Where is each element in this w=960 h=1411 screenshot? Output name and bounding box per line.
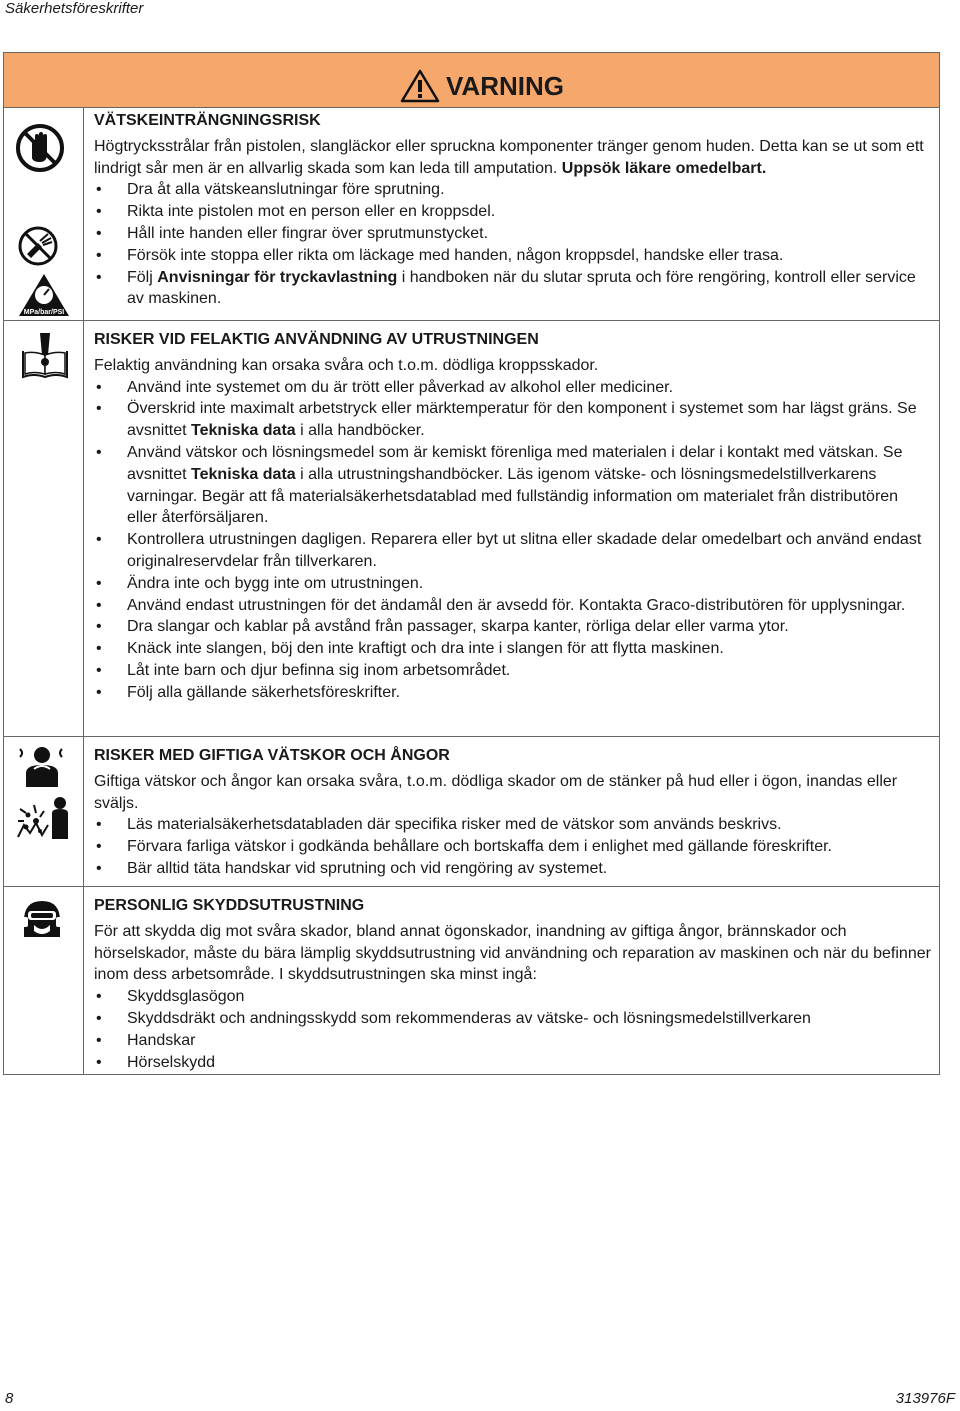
protective-gear-icon	[20, 897, 64, 941]
section-title: RISKER VID FELAKTIG ANVÄNDNING AV UTRUSTNINGEN	[94, 331, 539, 348]
bullet-list	[94, 377, 931, 704]
list-item: • Håll inte handen eller fingrar över sprutmunstycket.	[94, 223, 931, 245]
section-intro: Giftiga vätskor och ångor kan orsaka svåra, t.o.m. dödliga skador om de stänker på hud eller i ögon, inandas eller sväljs.	[94, 772, 898, 812]
list-item: • Låt inte barn och djur befinna sig inom arbetsområdet.	[94, 660, 931, 682]
list-item: • Rikta inte pistolen mot en person eller en kroppsdel.	[94, 201, 931, 223]
section-content	[94, 110, 931, 310]
section-toxic-fluids	[4, 737, 939, 887]
icon-column	[4, 321, 84, 736]
section-content	[94, 895, 931, 1073]
section-content	[94, 329, 931, 704]
section-title: RISKER MED GIFTIGA VÄTSKOR OCH ÅNGOR	[94, 747, 450, 764]
section-intro: Högtrycksstrålar från pistolen, slangläckor eller spruckna komponenter tränger genom huden. Detta kan se ut som ett lindrigt sår men är en allvarlig skada som kan leda till amputation. Uppsök läkare omedelbart.	[94, 137, 924, 177]
list-item: • Skyddsdräkt och andningsskydd som rekommenderas av vätske- och lösningsmedelstillverkaren	[94, 1008, 931, 1030]
section-title: PERSONLIG SKYDDSUTRUSTNING	[94, 897, 365, 914]
list-item: • Följ alla gällande säkerhetsföreskrifter.	[94, 682, 931, 704]
section-equipment-misuse	[4, 321, 939, 737]
list-item: • Skyddsglasögon	[94, 986, 931, 1008]
section-protective-equipment	[4, 887, 939, 1074]
manual-book-icon	[20, 331, 70, 381]
running-header: Säkerhetsföreskrifter	[5, 0, 144, 17]
section-intro: Felaktig användning kan orsaka svåra och t.o.m. dödliga kroppsskador.	[94, 356, 599, 374]
list-item: • Använd vätskor och lösningsmedel som är kemiskt förenliga med materialen i delar i kontakt med vätskan. Se avsnittet Tekniska data i alla utrustningshandböcker. Läs igenom vätske- och lösningsmedelstillverkarens varningar. Begär att få materialsäkerhetsdatablad med fullständig information om materialet från distributören eller återförsäljaren.	[94, 442, 931, 529]
list-item: • Läs materialsäkerhetsdatabladen där specifika risker med de vätskor som används beskrivs.	[94, 814, 931, 836]
spray-injection-icon	[18, 226, 58, 266]
list-item: • Hörselskydd	[94, 1052, 931, 1074]
section-title: VÄTSKEINTRÄNGNINGSRISK	[94, 112, 321, 129]
bullet-list	[94, 986, 931, 1073]
icon-column	[4, 887, 84, 1074]
no-hand-icon	[14, 122, 66, 174]
section-content	[94, 745, 931, 880]
list-item: • Försök inte stoppa eller rikta om läckage med handen, någon kroppsdel, handske eller trasa.	[94, 245, 931, 267]
section-fluid-injection	[4, 108, 939, 321]
list-item: • Knäck inte slangen, böj den inte kraftigt och dra inte i slangen för att flytta maskinen.	[94, 638, 931, 660]
list-item: • Bär alltid täta handskar vid sprutning och vid rengöring av systemet.	[94, 858, 931, 880]
list-item: • Kontrollera utrustningen dagligen. Reparera eller byt ut slitna eller skadade delar omedelbart och använd endast originalreservdelar från tillverkaren.	[94, 529, 931, 573]
warning-box	[3, 52, 940, 1075]
list-item: • Handskar	[94, 1030, 931, 1052]
warning-triangle-icon	[400, 69, 440, 103]
page-number: 8	[5, 1390, 14, 1407]
list-item: • Dra åt alla vätskeanslutningar före sprutning.	[94, 179, 931, 201]
section-intro: För att skydda dig mot svåra skador, bland annat ögonskador, inandning av giftiga ångor, brännskador och hörselskador, måste du bära lämplig skyddsutrustning vid användning och reparation av maskinen och när du befinner inom dess arbetsområde. I skyddsutrustningen ska minst ingå:	[94, 922, 931, 984]
warning-title-text: VARNING	[446, 70, 564, 101]
list-item: • Förvara farliga vätskor i godkända behållare och bortskaffa dem i enlighet med gällande föreskrifter.	[94, 836, 931, 858]
warning-header	[4, 53, 939, 108]
toxic-fumes-icon	[16, 743, 68, 789]
list-item: • Följ Anvisningar för tryckavlastning i handboken när du slutar spruta och före rengöring, kontroll eller service av maskinen.	[94, 267, 931, 311]
list-item: • Ändra inte och bygg inte om utrustningen.	[94, 573, 931, 595]
list-item: • Använd endast utrustningen för det ändamål den är avsedd för. Kontakta Graco-distributören för upplysningar.	[94, 595, 931, 617]
svg-text:MPa/bar/PSI: MPa/bar/PSI	[23, 309, 65, 316]
splash-hazard-icon	[14, 795, 72, 841]
icon-column	[4, 737, 84, 886]
list-item: • Dra slangar och kablar på avstånd från passager, skarpa kanter, rörliga delar eller varma ytor.	[94, 616, 931, 638]
pressure-icon	[18, 273, 70, 317]
document-number: 313976F	[895, 1390, 955, 1407]
bullet-list	[94, 179, 931, 310]
icon-column	[4, 108, 84, 320]
bullet-list	[94, 814, 931, 879]
list-item: • Överskrid inte maximalt arbetstryck eller märktemperatur för den komponent i systemet som har lägst gräns. Se avsnittet Tekniska data i alla handböcker.	[94, 398, 931, 442]
list-item: • Använd inte systemet om du är trött eller påverkad av alkohol eller mediciner.	[94, 377, 931, 399]
warning-title	[400, 69, 564, 103]
